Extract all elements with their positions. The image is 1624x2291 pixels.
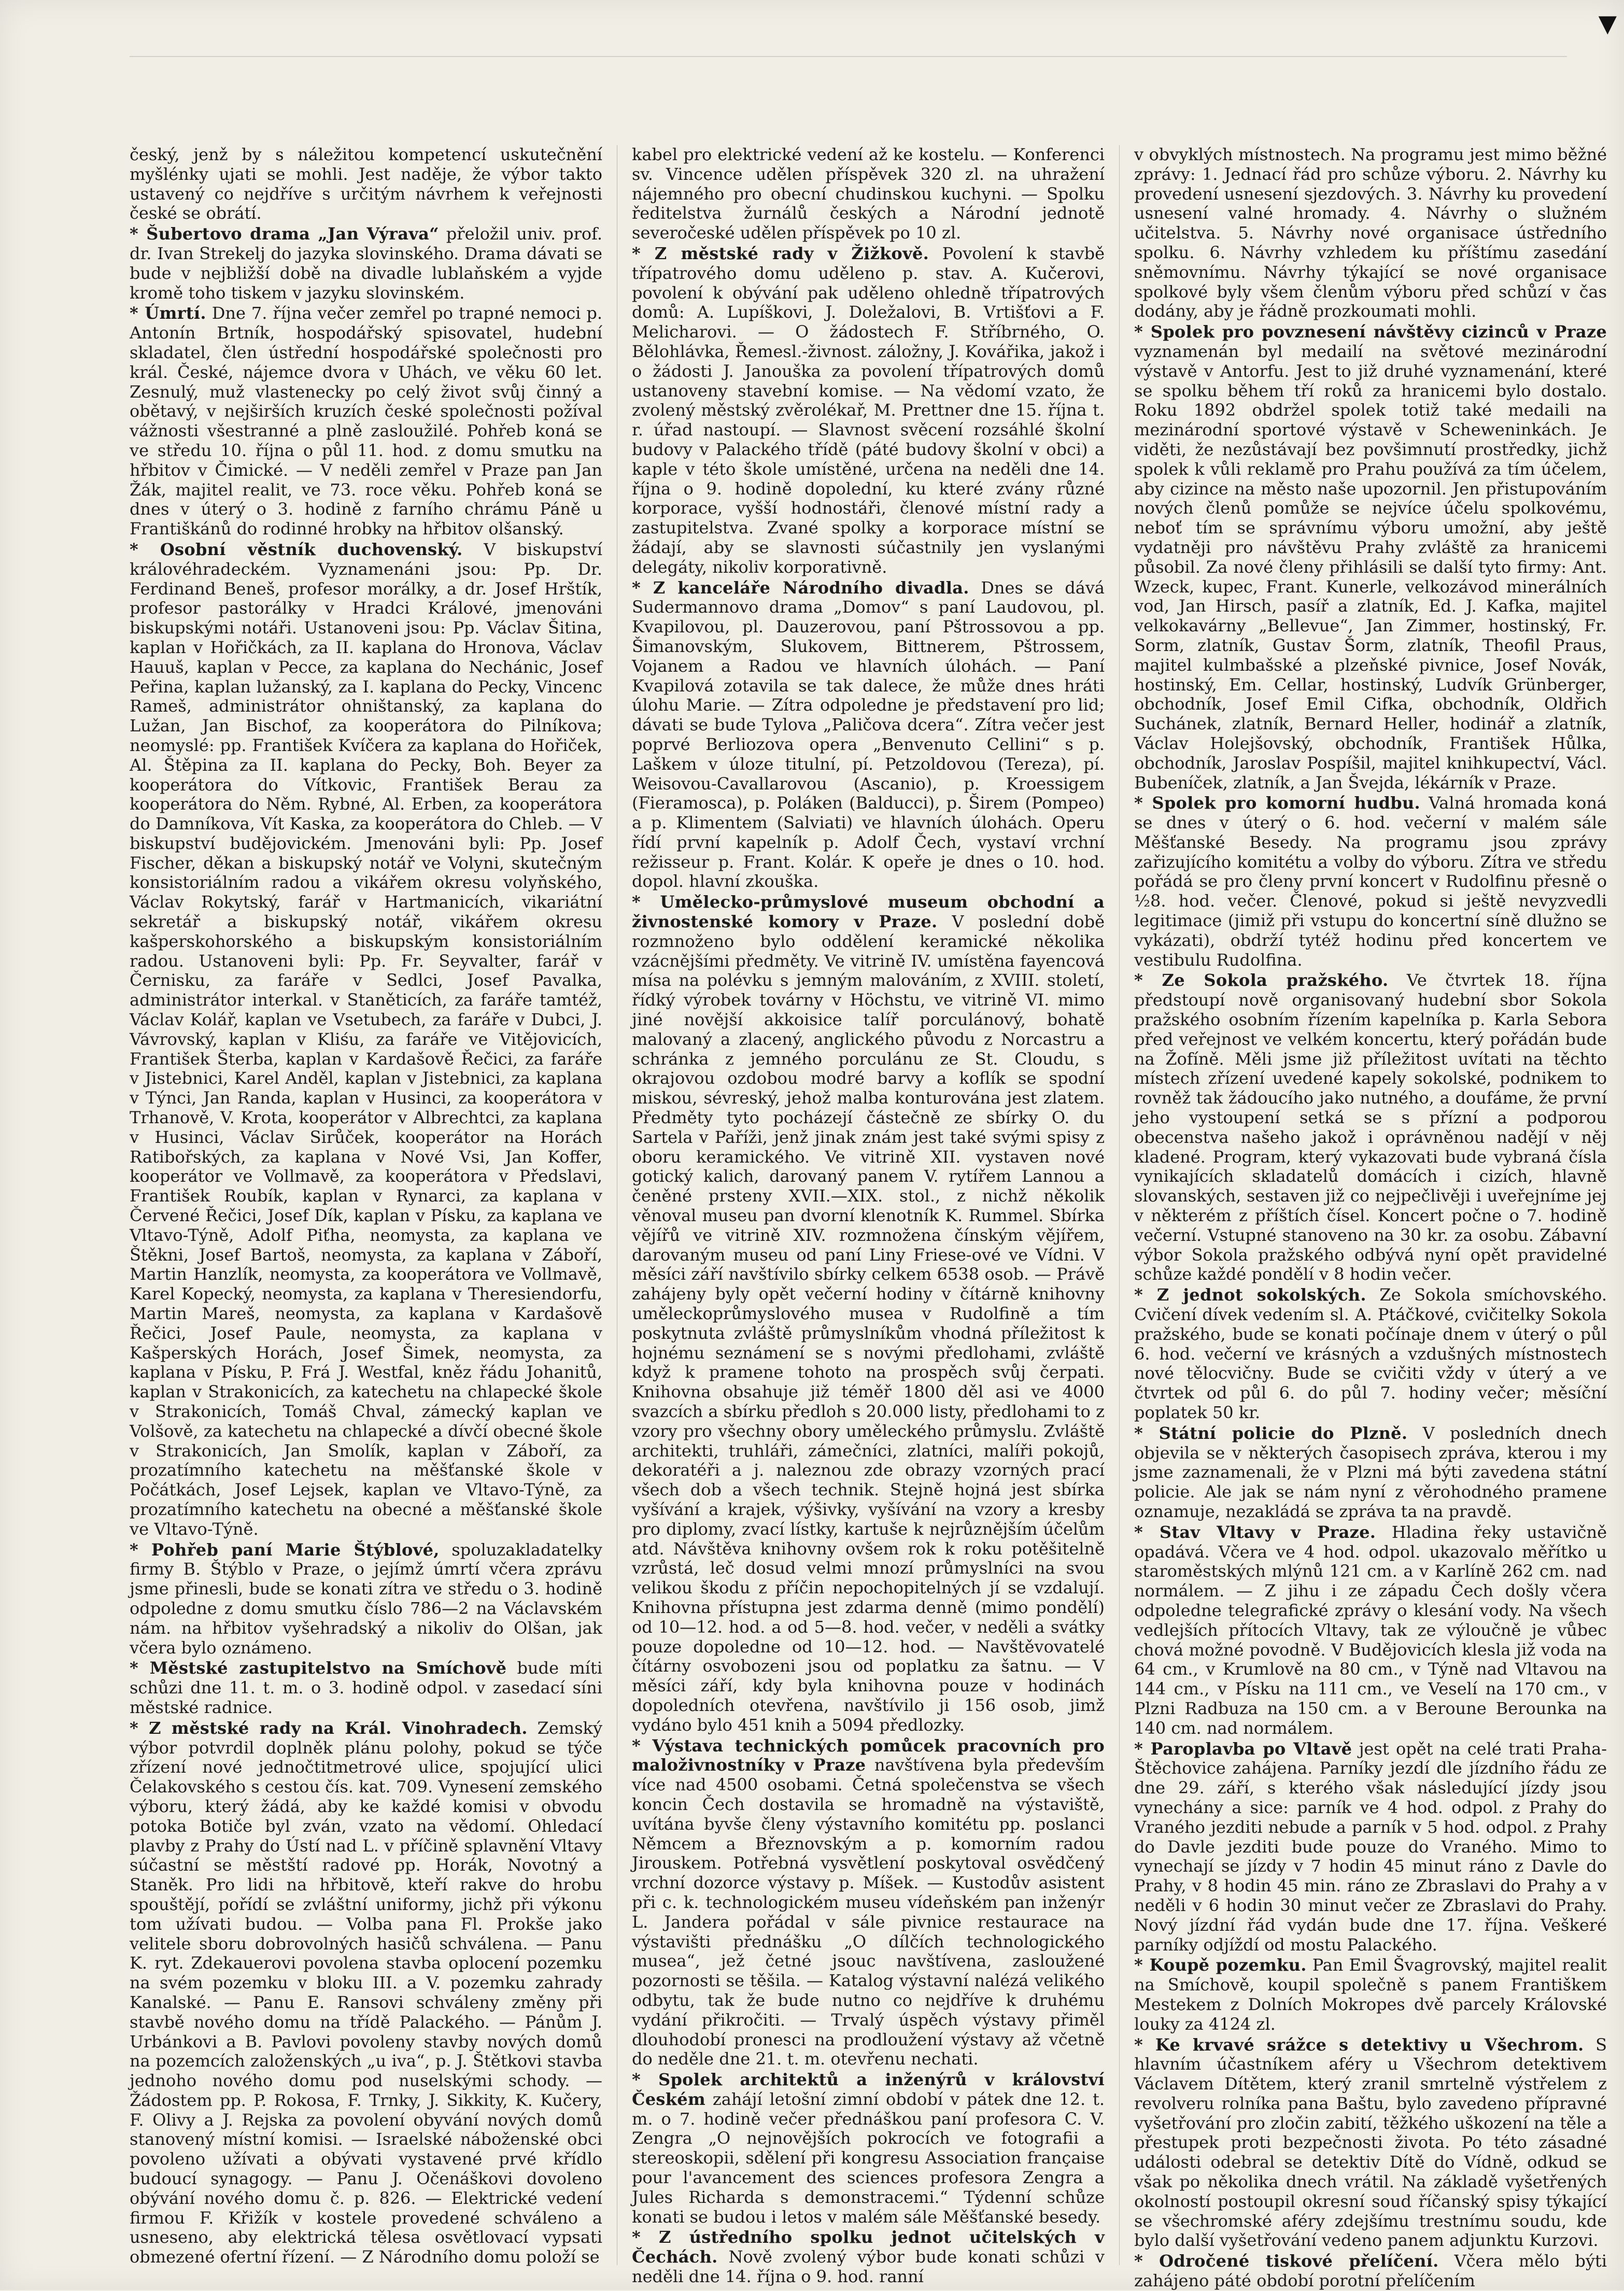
news-item <box>632 578 1105 892</box>
news-text: Ze Sokola smíchovského. Cvičení dívek vedením sl. A. Ptáčkové, cvičitelky Sokola pražského, bude se konati počínaje dnem v úterý o půl 6. hod. večerní ve krásných a vzdušných místnostech nové tělocvičny. Bude se cvičiti vždy v úterý a ve čtvrtek od půl 6. do půl 7. hodiny večer; měsíční poplatek 50 kr. <box>1134 1285 1607 1422</box>
news-text: v obvyklých místnostech. Na programu jest mimo běžné zprávy: 1. Jednací řád pro schůze výboru. 2. Návrhy ku provedení usnesení sjezdových. 3. Návrhy ku provedení usnesení valné hromady. 4. Návrhy o služném učitelstva. 5. Návrhy nové organisace ústředního spolku. 6. Návrhy vzhledem ku příštímu zasedání sněmovnímu. Návrhy týkající se nové organisace spolkové byly všem členům výboru před schůzí v čas dodány, aby je řádně prozkoumati mohli. <box>1134 145 1607 321</box>
news-item <box>130 145 602 223</box>
news-headline: * Paroplavba po Vltavě <box>1134 1738 1352 1759</box>
news-item <box>1134 1956 1607 2034</box>
news-item <box>130 540 602 1539</box>
news-text: Valná hromada koná se dnes v úterý o 6. hod. večerní v malém sále Měšťanské Besedy. Na programu jsou zprávy zařizujícího komitétu a volby do výboru. Zítra ve středu pořádá se pro členy první koncert v Rudolfinu přesně o ½8. hod. večer. Členové, pokud si ještě nevyzvedli legitimace (jimiž při vstupu do koncertní síně dlužno se vykázati), obdrží tytéž hodinu před koncertem ve vestibulu Rudolfina. <box>1134 793 1607 970</box>
newspaper-columns <box>130 145 1607 2291</box>
news-text: Zemský výbor potvrdil doplněk plánu polohy, pokud se týče zřízení nové jednočtitmetrové ulice, spojující ulici Čelakovského s cestou čís. kat. 709. Vynesení zemského výboru, který žádá, aby ke každé komisi v obvodu potoka Botiče byl zván, vzato na vědomí. Ohledací plavby z Prahy do Ústí nad L. v příčině splavnění Vltavy súčastní se městští radové pp. Horák, Novotný a Staněk. Pro lidi na hřbitově, kteří rakve do hrobu spouštějí, pořídí se zvláštní uniformy, jichž při výkonu tom užívati budou. — Volba pana Fl. Prokše jako velitele sboru dobrovolných hasičů schválena. — Panu K. ryt. Zdekauerovi povolena stavba oplocení pozemku na svém pozemku v bloku III. a V. pozemku zahrady Kanalské. — Panu E. Ransovi schváleny změny při stavbě nového domu na třídě Palackého. — Pánům J. Urbánkovi a B. Pavlovi povoleny stavby nových domů na pozemcích založenských „u iva“, p. J. Štětkovi stavba jednoho nového domu pod nuselskými schody. — Žádostem pp. P. Rokosa, F. Trnky, J. Sikkity, K. Kučery, F. Olivy a J. Rejska za povolení obyvání nových domů stanovený místní komisi. — Israelské náboženské obci povoleno užívati a obývati vystavené prvé křídlo budoucí synagogy. — Panu J. Očenáškovi dovoleno obývání nového domu č. p. 826. — Elektrické vedení firmou F. Křižík v kostele provedené schváleno a usneseno, aby elektrická tělesa osvětlovací vypsati obmezené ofertní řízení. — Z Národního domu položí se <box>130 1718 603 2267</box>
news-item <box>1134 1285 1607 1423</box>
news-headline: * Stav Vltavy v Praze. <box>1134 1522 1376 1542</box>
news-headline: * Z městské rady v Žižkově. <box>632 243 929 263</box>
news-item <box>1134 2252 1607 2291</box>
news-headline: * Umělecko-průmyslové museum obchodní a živnostenské komory v Praze. <box>632 892 1105 932</box>
news-headline: * Z městské rady na Král. Vinohradech. <box>130 1718 528 1738</box>
news-text: spoluzakladatelky firmy B. Štýblo v Praze, o jejímž úmrtí včera zprávu jsme přinesli, bude se konati zítra ve středu o 3. hodině odpoledne z domu smutku číslo 786—2 na Václavském nám. na hřbitov vyšehradský a nikoliv do Olšan, jak včera bylo oznámeno. <box>130 1539 602 1658</box>
news-text: navštívena byla především více nad 4500 osobami. Četná společenstva se všech koncin Čech dostavila se hromadně na výstaviště, uvítána byvše členy výstavního komitétu pp. poslanci Němcem a Březnovským a p. komorním radou Jirouskem. Potřebná vysvětlení poskytoval osvědčený vrchní dozorce výstavy p. Míšek. — Kustodův asistent při c. k. technologickém museu vídeňském pan inženýr L. Jandera pořádal v sále pivnice restaurace na výstavišti přednášku „O dílčích technologického musea“, jež četné jsouc navštívena, zasloužené pozornosti se těšila. — Katalog výstavní nalézá velikého odbytu, tak že bude nutno co nejdříve k druhému vydání přikročiti. — Trvalý úspěch výstavy přiměl dlouhodobí pronesci na prodloužení výstavy až včetně do neděle dne 21. t. m. otevřenu nechati. <box>632 1755 1105 2069</box>
news-text: Včera mělo býti zahájeno páté období porotní přelíčením <box>1134 2251 1607 2291</box>
news-headline: * Ze Sokola pražského. <box>1134 970 1389 991</box>
news-item <box>632 893 1105 1735</box>
news-item <box>632 2228 1105 2286</box>
news-item <box>130 304 602 539</box>
news-item <box>632 1736 1105 2070</box>
news-headline: * Z ústředního spolku jednot učitelských v Čechách. <box>632 2227 1105 2267</box>
news-headline: * Šubertovo drama „Jan Výrava“ <box>130 224 439 244</box>
news-headline: * Ke krvavé srážce s detektivy u Všechrom. <box>1134 2034 1584 2055</box>
column-middle <box>632 145 1105 2287</box>
news-text: Ve čtvrtek 18. října předstoupí nově organisovaný hudební sbor Sokola pražského osobním řízením kapelníka p. Karla Sebora před veřejnost ve velkém koncertu, který pořádán bude na Žofíně. Měli jsme již příležitost uvítati na těchto místech zřízení uvedené kapely sokolské, podnikem to rovněž tak žádoucího jako nutného, a doufáme, že první jeho vystoupení setká se s přízní a podporou obecenstva našeho jakož i oprávněnou nadějí v něj kladené. Program, který vykazovati bude vybraná čísla vynikajících skladatelů domácích i cizích, hlavně slovanských, sestaven již co nejpečlivěji i uveřejníme jej v některém z příštích čísel. Koncert počne o 7. hodině večerní. Vstupné stanoveno na 30 kr. za osobu. Zábavní výbor Sokola pražského odbývá nyní opět pravidelné schůze každé pondělí v 8 hodin večer. <box>1134 970 1607 1284</box>
news-text: Povolení k stavbě třípatrového domu uděleno p. stav. A. Kučerovi, povolení k obývání pak uděleno ohledně třípatrových domů: A. Lupíškovi, J. Doležalovi, B. Vrtišťovi a F. Melicharovi. — O žádostech F. Stříbrného, O. Bělohlávka, Řemesl.-živnost. záložny, J. Kovářika, jakož i o žádosti J. Janouška za povolení třípatrových domů ustanoveny stavební komise. — Na vědomí vzato, že zvolený městský zvěrolékař, M. Prettner dne 15. října t. r. úřad nastoupí. — Slavnost svěcení rozsáhlé školní budovy v Palackého třídě (páté budovy školní v obci) a kaple v této škole umístěné, určena na neděli dne 14. října o 9. hodině dopolední, ku které zvány různé korporace, vyšší hodnostáři, členové místní rady a zastupitelstva. Zvané spolky a korporace místní se žádají, aby se slavnosti súčastnily jen vyslanými delegáty, nikoliv korporativně. <box>632 243 1105 577</box>
news-item <box>632 2070 1105 2227</box>
news-headline: * Osobní věstník duchovenský. <box>130 539 463 559</box>
corner-mark: ▼ <box>1598 9 1617 37</box>
news-text: Nově zvolený výbor bude konati schůzi v neděli dne 14. října o 9. hod. ranní <box>632 2247 1105 2287</box>
news-item <box>632 244 1105 577</box>
news-item <box>632 145 1105 243</box>
news-headline: * Spolek architektů a inženýrů v království Českém <box>632 2070 1105 2109</box>
news-headline: * Spolek pro komorní hudbu. <box>1134 793 1420 813</box>
news-text: zahájí letošní zimní období v pátek dne 12. t. m. o 7. hodině večer přednáškou paní profesora C. V. Zengra „O nejnovějších pokrocích ve fotografii a stereoskopii, sdělení při kongresu Association française pour l'avancement des sciences profesora Zengra a Jules Richarda s demonstracemi.“ Týdenní schůze konati se budou i letos v malém sále Měšťanské besedy. <box>632 2089 1105 2227</box>
news-text: kabel pro elektrické vedení až ke kostelu. — Konferenci sv. Vincence udělen příspěvek 320 zl. na uhražení nájemného pro obecní chudinskou kuchyni. — Spolku ředitelstva žurnálů českých a Národní jednotě severočeské udělen příspěvek po 10 zl. <box>632 145 1105 243</box>
news-headline: * Spolek pro povznesení návštěvy cizinců v Praze <box>1134 322 1607 342</box>
news-item <box>1134 322 1607 793</box>
top-rule <box>130 56 1567 57</box>
news-headline: * Městské zastupitelstvo na Smíchově <box>130 1658 507 1678</box>
news-headline: * Z jednot sokolských. <box>1134 1285 1366 1305</box>
news-headline: * Výstava technických pomůcek pracovních pro maloživnostníky v Praze <box>632 1735 1105 1775</box>
news-text: vyznamenán byl medailí na světové mezinárodní výstavě v Antorfu. Jest to již druhé vyznamenání, které se spolku během tří roků za hranicemi bylo dostalo. Roku 1892 obdržel spolek totiž také medaili na mezinárodní sportové výstavě v Scheweninkách. Je viděti, že nezůstávají bez povšimnutí prostředky, jichž spolek k vůli reklamě pro Prahu používá za tím účelem, aby cizince na město naše upozornil. Jen přistupováním nových členů pomůže se nejvíce účelu spolkovému, neboť tím se správnímu výboru umožní, aby ještě vydatněji pro návštěvu Prahy zvláště za hranicemi působil. Za nové členy přihlásili se další tyto firmy: Ant. Wzeck, kupec, Frant. Kunerle, velkozávod minerálních vod, Jan Hirsch, pasíř a zlatník, Ed. J. Kafka, majitel velkokavárny „Bellevue“, Jan Zimmer, hostinský, Fr. Sorm, zlatník, Gustav Šorm, zlatník, Theofil Praus, majitel kulmbašské a plzeňské pivnice, Josef Novák, hostinský, Em. Cellar, hostinský, Ludvík Grünberger, obchodník, Josef Emil Cifka, obchodník, Oldřich Suchánek, zlatník, Bernard Heller, hodinář a zlatník, Václav Holejšovský, obchodník, František Hůlka, obchodník, Jaroslav Pospíšil, majitel knihkupectví, Václ. Bubeníček, zlatník, a Jan Švejda, lékárník v Praze. <box>1134 341 1607 793</box>
news-headline: * Úmrtí. <box>130 303 206 323</box>
news-item <box>130 1659 602 1717</box>
column-left <box>130 145 602 2265</box>
news-item <box>1134 1740 1607 1955</box>
news-item <box>130 224 602 303</box>
news-text: V biskupství královéhradeckém. Vyznamenáni jsou: Pp. Dr. Ferdinand Beneš, profesor morálky, a dr. Josef Hrštík, profesor pastorálky v Hradci Králové, jmenováni biskupskými notáři. Ustanoveni jsou: Pp. Václav Šitina, kaplan v Hořičkách, za II. kaplana do Hronova, Václav Hauuš, kaplan v Pecce, za kaplana do Nechánic, Josef Peřina, kaplan lužanský, za I. kaplana do Pecky, Vincenc Rameš, administrátor ohništanský, za kaplana do Lužan, Jan Bischof, za kooperátora do Pilníkova; neomyslé: pp. František Kvíčera za kaplana do Hořiček, Al. Štěpina za II. kaplana do Pecky, Boh. Beyer za kooperátora do Vítkovic, František Berau za kooperátora do Něm. Rybné, Al. Erben, za kooperátora do Damníkova, Vít Kaska, za kooperátora do Chleb. — V biskupství budějovickém. Jmenováni byli: Pp. Josef Fischer, děkan a biskupský notář ve Volyni, skutečným konsistoriálním radou a vikářem okresu volyňského, Václav Rokytský, farář v Hartmanicích, vikariátní sekretář a biskupský notář, vikářem okresu kašperskohorského a biskupským konsistoriálním radou. Ustanoveni byli: Pp. Fr. Seyvalter, farář v Černisku, za faráře v Sedlci, Josef Pavalka, administrátor interkal. v Staněticích, za faráře tamtéž, Václav Kolář, kaplan ve Vsetubech, za faráře v Dubci, J. Vávrovský, kaplan v Kliśu, za faráře ve Vitějovicích, František Šterba, kaplan v Kardašově Řečici, za faráře v Jistebnici, Karel Anděl, kaplan v Jistebnici, za kaplana v Týnci, Jan Randa, kaplan v Husinci, za kooperátora v Trhanově, V. Krota, kooperátor v Albrechtci, za kaplana v Husinci, Václav Sirůček, kooperátor na Horách Ratibořských, za kaplana v Nové Vsi, Jan Koffer, kooperátor ve Vollmavě, za kooperátora v Předslavi, František Roubík, kaplan v Rynarci, za kaplana v Červené Řečici, Josef Dík, kaplan v Písku, za kaplana ve Vltavo-Týně, Adolf Piťha, neomysta, za kaplana ve Štěkni, Josef Bartoš, neomysta, za kaplana v Záboří, Martin Hanzlík, neomysta, za kooperátora ve Vollmavě, Karel Kopecký, neomysta, za kaplana v Theresiendorfu, Martin Mareš, neomysta, za kaplana v Kardašově Řečici, Josef Paule, neomysta, za kaplana v Kašperských Horách, Josef Šimek, neomysta, za kaplana v Písku, P. Frá J. Westfal, kněz řádu Johanitů, kaplan v Strakonicích, za katechetu na chlapecké škole v Strakonicích, Tomáš Chval, zámecký kaplan ve Volšově, za katechetu na chlapecké a dívčí obecné škole v Strakonicích, Jan Smolík, kaplan v Záboří, za prozatímního katechetu na měšťanské škole v Počátkách, Josef Lejsek, kaplan ve Vltavo-Týně, za prozatímního katechetu na obecné a měšťanské škole ve Vltavo-Týně. <box>130 539 603 1539</box>
news-text: Pan Emil Švagrovský, majitel realit na Smíchově, koupil společně s panem Františkem Mestekem z Dolních Mokropes dvě parcely Královské louky za 4124 zl. <box>1134 1955 1607 2034</box>
news-text: bude míti schůzi dne 11. t. m. o 3. hodině odpol. v zasedací síni městské radnice. <box>130 1658 602 1717</box>
column-right <box>1134 145 1607 2291</box>
news-text: S hlavním účastníkem aféry u Všechrom detektivem Václavem Dítětem, který zranil smrtelně výstřelem z revolveru rolníka pana Baštu, bylo zavedeno přípravné vyšetřování pro zločin zabití, těžkého uškození na těle a přestupek proti bezpečnosti života. Po této zásadné události odebral se detektiv Dítě do Vídně, odkud se však po několika dnech vrátil. Na základě vyšetřených okolností postoupil okresní soud říčanský spisy týkající se všechromské aféry zdejšímu trestnímu soudu, kde bylo další vyšetřování vedeno panem adjunktu Kurzovi. <box>1134 2034 1607 2251</box>
news-text: Dne 7. října večer zemřel po trapné nemoci p. Antonín Brtník, hospodářský spisovatel, hudební skladatel, člen ústřední hospodářské společnosti pro král. České, nájemce dvora v Uhách, ve věku 60 let. Zesnulý, muž vlastenecky po celý život svůj činný a obětavý, v nejširších kruzích české společnosti požíval vážnosti všestranné a plně zasloužilé. Pohřeb koná se ve středu 10. října o půl 11. hod. z domu smutku na hřbitov v Čimické. — V neděli zemřel v Praze pan Jan Žák, majitel realit, ve 73. roce věku. Pohřeb koná se dnes v úterý o 3. hodině z farního chrámu Páně u Františkánů do rodinné hrobky na hřbitov olšanský. <box>130 303 603 539</box>
news-text: přeložil univ. prof. dr. Ivan Strekelj do jazyka slovinského. Drama dávati se bude v nejbližší době na divadle lublaňském a vyjde kromě toho tiskem v jazyku slovinském. <box>130 224 603 303</box>
news-text: Dnes se dává Sudermannovo drama „Domov“ s paní Laudovou, pl. Kvapilovou, pl. Dauzerovou, paní Pštrossovou a pp. Šimanovským, Slukovem, Bittnerem, Pštrossem, Vojanem a Radou ve hlavních úlohách. — Paní Kvapilová zotavila se tak dalece, že může dnes hráti úlohu Marie. — Zítra odpoledne je představení pro lid; dávati se bude Tylova „Paličova dcera“. Zítra večer jest poprvé Berliozova opera „Benvenuto Cellini“ s p. Laškem v úloze titulní, pí. Petzoldovou (Tereza), pí. Weisovou-Cavallarovou (Ascanio), p. Kroessigem (Fieramosca), p. Poláken (Balducci), p. Širem (Pompeo) a p. Klimentem (Salviati) ve hlavních úlohách. Operu řídí první kapelník p. Adolf Čech, vystaví vrchní režisseur p. Frant. Kolár. K opeře je dnes o 10. hod. dopol. hlavní zkouška. <box>632 577 1105 892</box>
news-item <box>1134 971 1607 1284</box>
news-item <box>130 1719 602 2267</box>
news-item <box>1134 2035 1607 2251</box>
news-item <box>1134 145 1607 321</box>
news-text: český, jenž by s náležitou kompetencí uskutečnění myšlénky ujati se mohli. Jest naděje, že výbor takto ustavený co nejdříve s určitým návrhem k veřejnosti české se obrátí. <box>130 145 602 223</box>
news-text: V posledních dnech objevila se v některých časopisech zpráva, kterou i my jsme zaznamenali, že v Plzni má býti zavedena státní policie. Ale jak se nám nyní z věrohodného pramene oznamuje, nezakládá se zpráva ta na pravdě. <box>1134 1423 1607 1521</box>
news-item <box>1134 1523 1607 1738</box>
news-item <box>130 1540 602 1658</box>
news-headline: * Z kanceláře Národního divadla. <box>632 577 969 598</box>
column-divider <box>1119 145 1120 2265</box>
news-headline: * Pohřeb paní Marie Štýblové, <box>130 1539 440 1560</box>
news-headline: * Koupě pozemku. <box>1134 1955 1307 1975</box>
news-headline: * Státní policie do Plzně. <box>1134 1423 1408 1443</box>
news-item <box>1134 1424 1607 1522</box>
news-headline: * Odročené tiskové přelíčení. <box>1134 2251 1439 2271</box>
news-text: V poslední době rozmnoženo bylo oddělení keramické několika vzácnějšími předměty. Ve vitrině IV. umístěna fayencová mísa na polévku s jemným malováním, z XVIII. století, řídký výrobek továrny v Höchstu, ve vitrině VI. mimo jiné novější akkoisice talíř porculánový, bohatě malovaný a zlacený, anglického původu z Norcastru a schránka z jemného porculánu ze St. Cloudu, s okrajovou ozdobou modré barvy a koflík se spodní miskou, sévreský, jehož malba konturována jest zlatem. Předměty tyto pocházejí částečně ze sbírky O. du Sartela v Paříži, jenž jinak znám jest také svými spisy z oboru keramického. Ve vitrině XII. vystaven nové gotický kalich, darovaný panem V. rytířem Lannou a čeněné prsteny XVII.—XIX. stol., z nichž několik věnoval museu pan dvorní klenotník K. Rummel. Sbírka vějířů ve vitrině XIV. rozmnožena čínským vějířem, darovaným museu od paní Liny Friese-ové ve Vídni. V měsíci září navštívilo sbírky celkem 6538 osob. — Právě zahájeny byly opět večerní hodiny v čítárně knihovny uměleckoprůmyslového musea v Rudolfině a tím poskytnuta zvláště průmyslníkům vhodná příležitost k hojnému seznámení se s novými předlohami, zvláště když k pramene tohoto na prospěch svůj čerpati. Knihovna obsahuje již téměř 1800 děl asi ve 4000 svazcích a sbírku předloh s 20.000 listy, předlohami to z vzory pro všechny obory uměleckého průmyslu. Zvláště architekti, truhláři, zámečníci, zlatníci, malíři pokojů, dekoratéři a j. naleznou zde obrazy vzorných prací všech dob a všech technik. Stejně hojná jest sbírka vyšívání a krajek, výšivky, vyšívání na vzory a kresby pro diplomy, zvací lístky, kartuše k nejrůznějším účelům atd. Návštěva knihovny ovšem rok k roku potěšitelně vzrůstá, leč dosud velmi mnozí průmyslníci na svou velikou škodu z příčin nepochopitelných jí se vzdalují. Knihovna přístupna jest zdarma denně (mimo pondělí) od 10—12. hod. a od 5—8. hod. večer, v neděli a svátky pouze dopoledne od 10—12. hod. — Navštěvovatelé čítárny osvobozeni jsou od poplatku za šatnu. — V měsíci září, kdy byla knihovna pouze v hodinách dopoledních otevřena, navštívilo ji 156 osob, jimž vydáno bylo 451 knih a 5094 předlozky. <box>632 912 1105 1735</box>
news-item <box>1134 794 1607 970</box>
news-text: Hladina řeky ustavičně opadává. Včera ve 4 hod. odpol. ukazovalo měřítko u staroměstských mlýnů 121 cm. a v Karlíně 262 cm. nad normálem. — Z jihu i ze západu Čech došly včera odpoledne telegrafické zprávy o klesání vody. Na všech vedlejších přítocích Vltavy, tak ze výloučně je vůbec chová možné povodně. V Budějovicích klesla již voda na 64 cm., v Krumlově na 80 cm., v Týně nad Vltavou na 144 cm., v Písku na 111 cm., ve Veselí na 170 cm., v Plzni Radbuza na 150 cm. a v Beroune Berounka na 140 cm. nad normálem. <box>1134 1522 1607 1738</box>
news-text: jest opět na celé trati Praha-Štěchovice zahájena. Parníky jezdí dle jízdního řádu ze dne 29. září, s kterého však následující jízdy jsou vynechány a sice: parník ve 4 hod. odpol. z Prahy do Vraného jezditi nebude a parník v 5 hod. odpol. z Prahy do Davle jezditi bude pouze do Vraného. Mimo to vynechají se jízdy v 7 hodin 45 minut ráno z Davle do Prahy, v 8 hodin 45 min. ráno ze Zbraslavi do Prahy a v neděli v 6 hodin 30 minut večer ze Zbraslavi do Prahy. Nový jízdní řád vydán bude dne 17. října. Veškeré parníky odjíždí od mostu Palackého. <box>1134 1738 1607 1955</box>
